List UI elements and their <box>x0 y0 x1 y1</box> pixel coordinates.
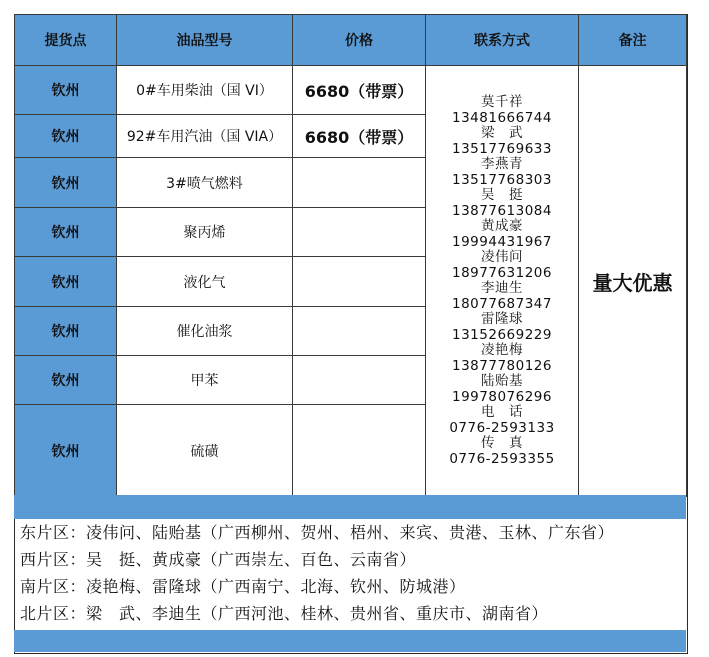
location-cell: 钦州 <box>15 208 117 257</box>
location-cell: 钦州 <box>15 356 117 405</box>
price-cell <box>293 158 426 208</box>
contact-line: 李迪生 <box>481 280 523 296</box>
price-cell: 6680（带票） <box>293 115 426 158</box>
contact-line: 李燕青 <box>481 156 523 172</box>
contact-line: 梁 武 <box>481 125 523 141</box>
location-cell: 钦州 <box>15 405 117 497</box>
product-cell: 3#喷气燃料 <box>117 158 293 208</box>
contact-line: 凌艳梅 <box>481 342 523 358</box>
product-cell: 聚丙烯 <box>117 208 293 257</box>
contact-line: 雷隆球 <box>481 311 523 327</box>
price-cell <box>293 405 426 497</box>
location-cell: 钦州 <box>15 158 117 208</box>
price-cell <box>293 356 426 405</box>
product-cell: 92#车用汽油（国 VIA） <box>117 115 293 158</box>
product-cell: 催化油浆 <box>117 307 293 356</box>
contact-line: 13152669229 <box>452 326 552 343</box>
contact-line: 13481666744 <box>452 109 552 126</box>
divider-bar-bottom <box>14 630 686 652</box>
contact-line: 13877780126 <box>452 357 552 374</box>
header-product: 油品型号 <box>117 15 293 66</box>
contact-line: 19994431967 <box>452 233 552 250</box>
location-cell: 钦州 <box>15 115 117 158</box>
location-cell: 钦州 <box>15 66 117 115</box>
contact-line: 黄成豪 <box>481 218 523 234</box>
product-cell: 液化气 <box>117 257 293 307</box>
price-cell <box>293 257 426 307</box>
contact-line: 陆贻基 <box>481 373 523 389</box>
contact-line: 凌伟问 <box>481 249 523 265</box>
table-header-row <box>15 15 687 66</box>
table-row <box>15 66 687 115</box>
product-cell: 0#车用柴油（国 VI） <box>117 66 293 115</box>
contact-line: 传 真 <box>481 435 523 451</box>
header-note: 备注 <box>579 15 687 66</box>
header-contact: 联系方式 <box>426 15 579 66</box>
location-cell: 钦州 <box>15 257 117 307</box>
location-cell: 钦州 <box>15 307 117 356</box>
contact-line: 电 话 <box>481 404 523 420</box>
header-price: 价格 <box>293 15 426 66</box>
product-cell: 硫磺 <box>117 405 293 497</box>
contact-line: 18077687347 <box>452 295 552 312</box>
contact-cell <box>426 66 579 497</box>
contact-line: 18977631206 <box>452 264 552 281</box>
contact-line: 吴 挺 <box>481 187 523 203</box>
contact-line: 0776-2593355 <box>449 450 555 467</box>
divider-bar-top <box>14 495 686 519</box>
contact-line: 13517769633 <box>452 140 552 157</box>
region-line-east: 东片区：凌伟问、陆贻基（广西柳州、贺州、梧州、来宾、贵港、玉林、广东省） <box>20 523 615 542</box>
contact-line: 0776-2593133 <box>449 419 555 436</box>
price-cell <box>293 208 426 257</box>
contact-line: 莫千祥 <box>481 94 523 110</box>
region-line-west: 西片区：吴 挺、黄成豪（广西崇左、百色、云南省） <box>20 550 417 569</box>
note-cell: 量大优惠 <box>579 66 687 497</box>
contact-line: 13517768303 <box>452 171 552 188</box>
contact-line: 13877613084 <box>452 202 552 219</box>
region-line-north: 北片区：梁 武、李迪生（广西河池、桂林、贵州省、重庆市、湖南省） <box>20 604 549 623</box>
price-table <box>14 14 687 497</box>
product-cell: 甲苯 <box>117 356 293 405</box>
region-line-south: 南片区：凌艳梅、雷隆球（广西南宁、北海、钦州、防城港） <box>20 577 466 596</box>
contact-line: 19978076296 <box>452 388 552 405</box>
header-location: 提货点 <box>15 15 117 66</box>
price-cell: 6680（带票） <box>293 66 426 115</box>
region-list <box>14 519 686 630</box>
price-cell <box>293 307 426 356</box>
